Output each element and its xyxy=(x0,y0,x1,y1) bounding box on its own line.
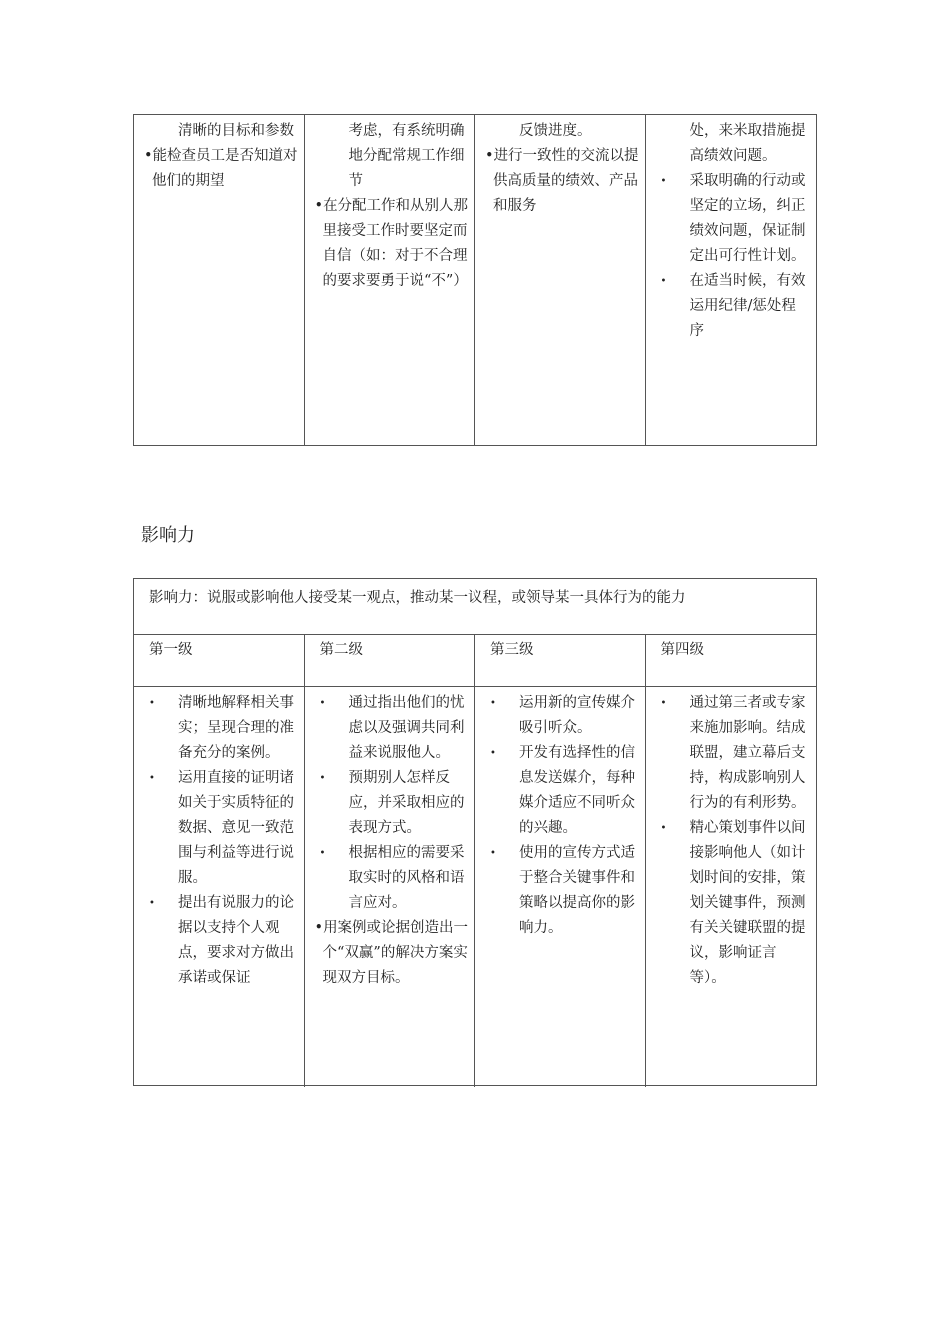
header-level-1 xyxy=(134,635,305,686)
level-4-cell xyxy=(646,115,817,445)
table-title: 影响力：说服或影响他人接受某一观点，推动某一议程，或领导某一具体行为的能力 xyxy=(149,590,686,606)
bullet-icon: • xyxy=(490,848,496,859)
header-level-2 xyxy=(305,635,476,686)
table-body-row xyxy=(134,687,816,1087)
list-item xyxy=(134,891,304,991)
section-heading: 影响力 xyxy=(141,525,195,546)
header-level-4 xyxy=(646,635,817,686)
list-item xyxy=(475,741,645,841)
level-3-cell xyxy=(475,687,646,1087)
list-item xyxy=(646,169,817,269)
list-item xyxy=(305,119,475,194)
header-label: 第四级 xyxy=(660,642,704,658)
list-item xyxy=(134,119,304,144)
list-item-text: 根据相应的需要采取实时的风格和语言应对。 xyxy=(348,845,465,911)
bullet-icon: • xyxy=(660,276,667,287)
list-item-text: • 在分配工作和从别人那里接受工作时要坚定而自信（如：对于不合理的要求要勇于说“不”） xyxy=(305,194,475,294)
list-item xyxy=(305,194,475,294)
list-item xyxy=(134,766,304,891)
list-item xyxy=(475,691,645,741)
level-1-cell xyxy=(134,115,305,445)
list-item-text: 运用新的宣传媒介吸引听众。 xyxy=(519,695,635,736)
bullet-icon: • xyxy=(149,898,155,909)
list-item-text: 考虑，有系统明确地分配常规工作细节 xyxy=(348,123,465,189)
bullet-icon: • xyxy=(490,748,496,759)
list-item xyxy=(134,691,304,766)
level-4-cell xyxy=(646,687,817,1087)
list-item-text: • 能检查员工是否知道对他们的期望 xyxy=(134,144,304,194)
header-label: 第三级 xyxy=(490,642,534,658)
list-item-text: 提出有说服力的论据以支持个人观点，要求对方做出承诺或保证 xyxy=(178,895,294,986)
table-row xyxy=(134,115,816,445)
list-item-text: 反馈进度。 xyxy=(519,123,592,139)
list-item xyxy=(134,144,304,194)
list-item xyxy=(305,841,475,916)
bullet-icon: • xyxy=(319,698,326,709)
header-level-3 xyxy=(475,635,646,686)
list-item-text: • 用案例或论据创造出一个“双赢”的解决方案实现双方目标。 xyxy=(305,916,475,991)
list-item xyxy=(305,916,475,991)
table-title-row xyxy=(134,579,816,635)
list-item-text: 运用直接的证明诸如关于实质特征的数据、意见一致范围与利益等进行说服。 xyxy=(178,770,294,886)
list-item-text: 开发有选择性的信息发送媒介，每种媒介适应不同听众的兴趣。 xyxy=(519,745,635,836)
header-label: 第二级 xyxy=(319,642,363,658)
list-item xyxy=(305,766,475,841)
level-2-cell xyxy=(305,687,476,1087)
bullet-icon: • xyxy=(660,823,667,834)
competency-table-continued xyxy=(133,114,817,446)
list-item-text: 清晰的目标和参数 xyxy=(178,123,294,139)
list-item xyxy=(646,816,817,991)
list-item xyxy=(475,841,645,941)
level-3-cell xyxy=(475,115,646,445)
list-item-text: 采取明确的行动或坚定的立场，纠正绩效问题，保证制定出可行性计划。 xyxy=(689,173,806,264)
list-item-text: 精心策划事件以间接影响他人（如计划时间的安排，策划关键事件，预测有关关键联盟的提议，影响证言等）。 xyxy=(689,820,806,986)
bullet-icon: • xyxy=(149,698,155,709)
list-item xyxy=(475,144,645,219)
bullet-icon: • xyxy=(149,773,155,784)
bullet-icon: • xyxy=(660,176,667,187)
list-item xyxy=(646,269,817,344)
header-label: 第一级 xyxy=(149,642,193,658)
list-item-text: 预期别人怎样反应，并采取相应的表现方式。 xyxy=(348,770,465,836)
list-item-text: 处，来米取措施提高绩效问题。 xyxy=(689,123,806,164)
bullet-icon: • xyxy=(319,773,326,784)
list-item-text: • 进行一致性的交流以提供高质量的绩效、产品和服务 xyxy=(475,144,645,219)
bullet-icon: • xyxy=(490,698,496,709)
list-item xyxy=(475,119,645,144)
level-2-cell xyxy=(305,115,476,445)
list-item-text: 使用的宣传方式适于整合关键事件和策略以提高你的影响力。 xyxy=(519,845,635,936)
bullet-icon: • xyxy=(660,698,667,709)
list-item xyxy=(646,691,817,816)
table-header-row xyxy=(134,635,816,687)
level-1-cell xyxy=(134,687,305,1087)
bullet-icon: • xyxy=(319,848,326,859)
list-item-text: 通过指出他们的忧虑以及强调共同利益来说服他人。 xyxy=(348,695,465,761)
list-item xyxy=(305,691,475,766)
influence-table xyxy=(133,578,817,1086)
list-item-text: 在适当时候，有效运用纪律/惩处程序 xyxy=(689,273,806,339)
list-item-text: 通过第三者或专家来施加影响。结成联盟，建立幕后支持，构成影响别人行为的有利形势。 xyxy=(689,695,806,811)
list-item xyxy=(646,119,817,169)
list-item-text: 清晰地解释相关事实；呈现合理的准备充分的案例。 xyxy=(178,695,294,761)
